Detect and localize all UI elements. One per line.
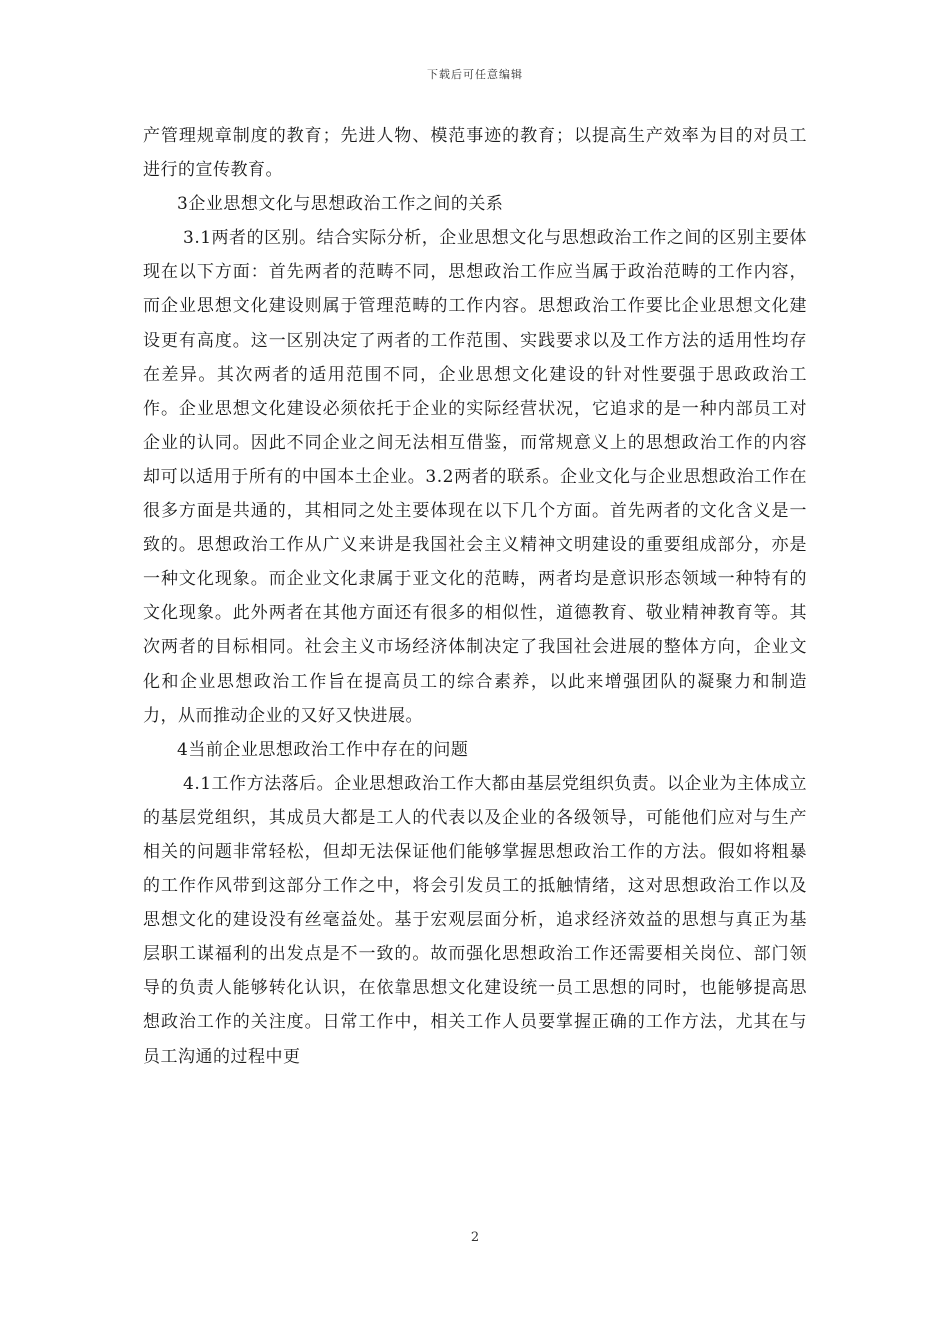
paragraph-4-1: 4.1工作方法落后。企业思想政治工作大都由基层党组织负责。以企业为主体成立的基层党组织，其成员大都是工人的代表以及企业的各级领导，可能他们应对与生产相关的问题非常轻松，但却无法保证他们能够掌握思想政治工作的方法。假如将粗暴的工作作风带到这部分工作之中，将会引发员工的抵触情绪，这对思想政治工作以及思想文化的建设没有丝毫益处。基于宏观层面分析，追求经济效益的思想与真正为基层职工谋福利的出发点是不一致的。故而强化思想政治工作还需要相关岗位、部门领导的负责人能够转化认识，在依靠思想文化建设统一员工思想的同时，也能够提高思想政治工作的关注度。日常工作中，相关工作人员要掌握正确的工作方法，尤其在与员工沟通的过程中更 — [143, 773, 807, 1067]
section-heading-4: 4当前企业思想政治工作中存在的问题 — [177, 739, 469, 760]
page-number: 2 — [470, 1230, 480, 1245]
paragraph-3-1: 3.1两者的区别。结合实际分析，企业思想文化与思想政治工作之间的区别主要体现在以下方面：首先两者的范畴不同，思想政治工作应当属于政治范畴的工作内容，而企业思想文化建设则属于管理范畴的工作内容。思想政治工作要比企业思想文化建设更有高度。这一区别决定了两者的工作范围、实践要求以及工作方法的适用性均存在差异。其次两者的适用范围不同，企业思想文化建设的针对性要强于思政政治工作。企业思想文化建设必须依托于企业的实际经营状况，它追求的是一种内部员工对企业的认同。因此不同企业之间无法相互借鉴，而常规意义上的思想政治工作的内容却可以适用于所有的中国本土企业。3.2两者的联系。企业文化与企业思想政治工作在很多方面是共通的，其相同之处主要体现在以下几个方面。首先两者的文化含义是一致的。思想政治工作从广义来讲是我国社会主义精神文明建设的重要组成部分，亦是一种文化现象。而企业文化隶属于亚文化的范畴，两者均是意识形态领域一种特有的文化现象。此外两者在其他方面还有很多的相似性，道德教育、敬业精神教育等。其次两者的目标相同。社会主义市场经济体制决定了我国社会进展的整体方向，企业文化和企业思想政治工作旨在提高员工的综合素养，以此来增强团队的凝聚力和制造力，从而推动企业的又好又快进展。 — [143, 228, 807, 726]
page-header: 下载后可任意编辑 — [427, 68, 523, 81]
paragraph-continuation: 产管理规章制度的教育；先进人物、模范事迹的教育；以提高生产效率为目的对员工进行的宣传教育。 — [143, 126, 807, 181]
section-heading-3: 3企业思想文化与思想政治工作之间的关系 — [177, 194, 504, 215]
document-body — [143, 119, 807, 1074]
